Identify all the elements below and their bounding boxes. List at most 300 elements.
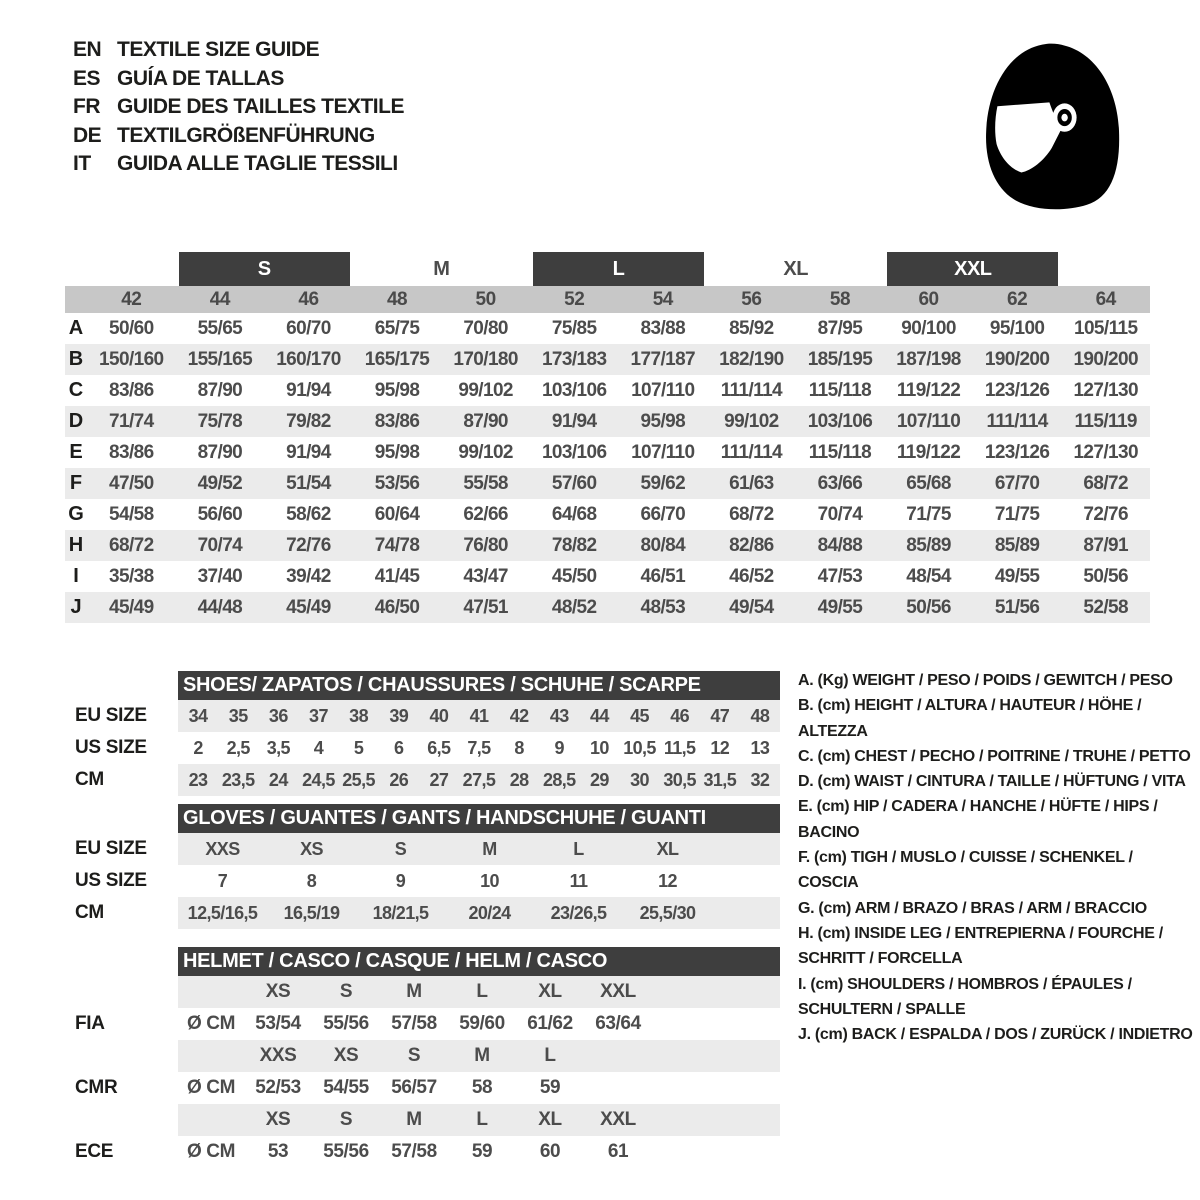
measurement-value: 187/198 (896, 348, 961, 370)
helmet-standard-label: ECE (75, 1141, 114, 1162)
measurement-value: 155/165 (187, 348, 253, 370)
measurement-value: 72/76 (1083, 503, 1128, 525)
shoes-size-value: 12 (710, 737, 730, 758)
shoes-row (65, 764, 780, 796)
measurement-value: 84/88 (817, 534, 863, 556)
language-title-list (73, 36, 404, 179)
measurement-value: 45/49 (286, 596, 331, 618)
gloves-row (65, 833, 780, 865)
size-number: 54 (652, 288, 673, 310)
shoes-size-value: 25,5 (342, 769, 375, 790)
shoes-row-label: US SIZE (75, 737, 147, 758)
measurement-value: 49/55 (817, 596, 863, 618)
helmet-size-value: 59/60 (459, 1013, 505, 1034)
shoes-size-value: 36 (268, 705, 288, 726)
measurement-value: 74/78 (374, 534, 420, 556)
measurement-value: 71/75 (906, 503, 951, 525)
helmet-size-value: 57/58 (391, 1013, 437, 1034)
racing-helmet-icon (975, 38, 1135, 218)
gloves-size-value: M (482, 838, 497, 859)
measurement-row (65, 313, 1150, 344)
gloves-row (65, 897, 780, 929)
size-number: 48 (386, 288, 408, 310)
measurement-value: 70/74 (197, 534, 243, 556)
shoes-size-value: 5 (353, 737, 364, 758)
measurement-value: 95/98 (374, 441, 420, 463)
shoes-row-label: CM (75, 769, 104, 790)
measurement-value: 190/200 (984, 348, 1050, 370)
shoes-size-value: 29 (589, 769, 609, 790)
measurement-value: 51/56 (994, 596, 1040, 618)
language-title-label: GUIDA ALLE TAGLIE TESSILI (117, 152, 398, 176)
measurement-value: 87/91 (1083, 534, 1128, 556)
helmet-size-value: 57/58 (391, 1141, 437, 1162)
measurement-value: 119/122 (896, 379, 961, 401)
measurement-value: 83/86 (374, 410, 420, 432)
measurement-value: 60/64 (374, 503, 420, 525)
helmet-size-header-spacer (65, 976, 178, 1008)
measurement-value: 47/53 (817, 565, 863, 587)
measurement-value: 103/106 (541, 379, 607, 401)
measurement-value: 71/74 (109, 410, 154, 432)
measurement-value: 160/170 (276, 348, 341, 370)
measurement-value: 127/130 (1073, 379, 1138, 401)
gloves-size-value: 18/21,5 (372, 902, 429, 923)
shoes-size-value: 2,5 (226, 737, 250, 758)
helmet-size-label: L (476, 981, 488, 1002)
helmet-size-header-values (178, 1104, 780, 1136)
measurement-row-label: J (70, 596, 82, 618)
helmet-size-value: 59 (471, 1141, 493, 1162)
measurement-value: 83/86 (109, 379, 154, 401)
helmet-standard-label: FIA (75, 1013, 105, 1034)
helmet-size-label: XXL (600, 981, 636, 1002)
measurement-value: 47/50 (109, 472, 154, 494)
measurement-value: 95/100 (989, 317, 1045, 339)
measurement-row-label: C (68, 379, 84, 401)
measurement-value: 127/130 (1073, 441, 1138, 463)
size-number: 44 (209, 288, 230, 310)
language-code: DE (73, 123, 102, 147)
helmet-size-value: 58 (471, 1077, 493, 1098)
shoes-row-values (178, 732, 780, 764)
gloves-table-title-bar (178, 804, 780, 833)
measurement-row (65, 344, 1150, 375)
measurement-value: 99/102 (724, 410, 779, 432)
measurement-value: 68/72 (729, 503, 774, 525)
measurement-row-label: E (69, 441, 83, 463)
shoes-size-value: 10 (589, 737, 609, 758)
measurement-value: 85/89 (994, 534, 1040, 556)
helmet-size-label: M (406, 981, 422, 1002)
helmet-size-header-row (65, 976, 780, 1008)
measurement-value: 56/60 (197, 503, 243, 525)
language-title-label: GUIDE DES TAILLES TEXTILE (117, 95, 404, 119)
measurement-value: 63/66 (817, 472, 863, 494)
measurement-value: 80/84 (640, 534, 686, 556)
shoes-table-title-bar (178, 671, 780, 700)
helmet-size-table (65, 947, 780, 1168)
shoes-size-value: 41 (469, 705, 489, 726)
shoes-size-value: 13 (750, 737, 770, 758)
measurement-value: 60/70 (286, 317, 331, 339)
measurement-value: 87/95 (817, 317, 863, 339)
gloves-size-value: S (394, 838, 407, 859)
measurement-value: 115/118 (808, 379, 872, 401)
shoes-row (65, 732, 780, 764)
legend-item: A. (Kg) WEIGHT / PESO / POIDS / GEWITCH / PESO (798, 672, 1173, 689)
textile-size-table (65, 252, 1150, 623)
measurement-value: 46/50 (374, 596, 420, 618)
measurement-value: 76/80 (463, 534, 508, 556)
measurement-value: 115/119 (1074, 410, 1137, 432)
language-title-label: TEXTILE SIZE GUIDE (117, 38, 320, 62)
measurement-value: 85/89 (906, 534, 951, 556)
gloves-row (65, 865, 780, 897)
measurement-value: 71/75 (994, 503, 1040, 525)
gloves-size-value: 12,5/16,5 (187, 902, 258, 923)
measurement-value: 95/98 (374, 379, 420, 401)
helmet-standard-label: CMR (75, 1077, 118, 1098)
shoes-size-value: 7,5 (467, 737, 491, 758)
shoes-size-value: 37 (309, 705, 328, 726)
shoes-row (65, 700, 780, 732)
helmet-size-value: 52/53 (255, 1077, 301, 1098)
measurement-legend (798, 668, 1196, 1047)
measurement-value: 103/106 (807, 410, 873, 432)
measurement-value: 41/45 (374, 565, 420, 587)
gloves-size-value: 10 (480, 870, 499, 891)
measurement-value: 68/72 (109, 534, 154, 556)
helmet-size-header-spacer (65, 1104, 178, 1136)
shoes-size-value: 28 (509, 769, 529, 790)
language-code: ES (73, 66, 101, 90)
shoes-size-value: 26 (389, 769, 409, 790)
measurement-value: 48/54 (906, 565, 951, 587)
measurement-row-label: B (68, 348, 84, 370)
shoes-size-value: 23 (188, 769, 208, 790)
helmet-size-value: 56/57 (391, 1077, 437, 1098)
shoes-size-value: 24 (268, 769, 288, 790)
measurement-row-label: H (68, 534, 84, 556)
size-band-row (65, 252, 1150, 286)
size-number: 60 (918, 288, 939, 310)
helmet-size-label: XL (538, 1109, 562, 1130)
helmet-size-label: XS (265, 981, 291, 1002)
measurement-value: 68/72 (1083, 472, 1128, 494)
shoes-size-value: 35 (228, 705, 248, 726)
helmet-size-label: L (476, 1109, 488, 1130)
measurement-value: 54/58 (109, 503, 154, 525)
shoes-size-value: 9 (554, 737, 564, 758)
measurement-value: 107/110 (631, 441, 695, 463)
helmet-size-header-row (65, 1104, 780, 1136)
measurement-value: 62/66 (463, 503, 508, 525)
measurement-value: 111/114 (720, 441, 783, 463)
measurement-value: 103/106 (541, 441, 607, 463)
shoes-size-value: 8 (514, 737, 524, 758)
gloves-row-values (178, 833, 780, 865)
legend-item: H. (cm) INSIDE LEG / ENTREPIERNA / FOURCHE / SCHRITT / FORCELLA (798, 924, 1163, 968)
shoes-row-values (178, 700, 780, 732)
size-number: 56 (741, 288, 762, 310)
gloves-size-value: 8 (306, 870, 317, 891)
measurement-value: 173/183 (541, 348, 607, 370)
gloves-size-value: 23/26,5 (550, 902, 607, 923)
helmet-size-label: XXS (259, 1045, 297, 1066)
helmet-size-label: XL (538, 981, 562, 1002)
measurement-value: 91/94 (286, 441, 331, 463)
language-title-row (73, 150, 404, 179)
measurement-value: 46/52 (729, 565, 774, 587)
measurement-row (65, 499, 1150, 530)
measurement-value: 78/82 (551, 534, 597, 556)
gloves-row-values (178, 865, 780, 897)
shoes-size-value: 45 (630, 705, 649, 726)
helmet-diameter-unit: Ø CM (186, 1077, 235, 1098)
size-band-xxl: XXL (887, 252, 1058, 286)
helmet-table-title-bar (178, 947, 780, 976)
measurement-value: 52/58 (1083, 596, 1128, 618)
helmet-size-label: M (406, 1109, 422, 1130)
language-title-row (73, 93, 404, 122)
helmet-standard-group (65, 1040, 780, 1104)
helmet-size-label: XS (265, 1109, 291, 1130)
measurement-value: 50/60 (109, 317, 154, 339)
measurement-value: 45/50 (551, 565, 597, 587)
measurement-row (65, 406, 1150, 437)
measurement-row (65, 530, 1150, 561)
helmet-diameter-unit: Ø CM (186, 1141, 235, 1162)
size-band-xl: XL (783, 257, 808, 280)
legend-item: I. (cm) SHOULDERS / HOMBROS / ÉPAULES / SCHULTERN / SPALLE (798, 975, 1132, 1018)
measurement-value: 49/54 (729, 596, 774, 618)
measurement-row (65, 437, 1150, 468)
measurement-row (65, 375, 1150, 406)
gloves-size-value: 16,5/19 (283, 902, 340, 923)
helmet-size-label: S (339, 1109, 353, 1130)
measurement-value: 99/102 (458, 379, 513, 401)
gloves-size-value: 7 (217, 870, 228, 891)
measurement-row (65, 468, 1150, 499)
helmet-standard-row (65, 1008, 780, 1040)
measurement-value: 91/94 (286, 379, 331, 401)
measurement-value: 61/63 (729, 472, 774, 494)
measurement-value: 95/98 (640, 410, 686, 432)
measurement-value: 182/190 (719, 348, 784, 370)
gloves-table-title: GLOVES / GUANTES / GANTS / HANDSCHUHE / GUANTI (183, 807, 706, 829)
measurement-value: 70/80 (463, 317, 508, 339)
gloves-size-value: 20/24 (468, 902, 511, 923)
helmet-size-value: 53 (267, 1141, 289, 1162)
shoes-size-value: 24,5 (302, 769, 335, 790)
shoes-size-value: 27,5 (462, 769, 496, 790)
legend-item: B. (cm) HEIGHT / ALTURA / HAUTEUR / HÖHE / ALTEZZA (798, 697, 1142, 740)
shoes-size-value: 2 (193, 737, 203, 758)
measurement-value: 111/114 (720, 379, 783, 401)
language-title-label: TEXTILGRÖßENFÜHRUNG (117, 123, 375, 147)
helmet-size-header-row (65, 1040, 780, 1072)
helmet-standard-groups (65, 976, 780, 1168)
size-band-m: M (433, 257, 450, 280)
measurement-value: 85/92 (729, 317, 774, 339)
helmet-size-value: 55/56 (323, 1013, 369, 1034)
shoes-size-value: 3,5 (266, 737, 290, 758)
measurement-value: 123/126 (984, 441, 1050, 463)
gloves-size-table (65, 804, 780, 929)
measurement-value: 48/53 (640, 596, 686, 618)
measurement-value: 87/90 (463, 410, 508, 432)
measurement-value: 115/118 (808, 441, 872, 463)
measurement-value: 65/75 (374, 317, 420, 339)
legend-item: G. (cm) ARM / BRAZO / BRAS / ARM / BRACCIO (798, 899, 1147, 917)
measurement-value: 190/200 (1073, 348, 1138, 370)
measurement-value: 49/52 (197, 472, 243, 494)
measurement-value: 47/51 (463, 596, 508, 618)
language-code: FR (73, 95, 100, 119)
measurement-value: 66/70 (640, 503, 686, 525)
shoes-size-value: 27 (429, 769, 449, 790)
helmet-standard-values (178, 1136, 780, 1168)
helmet-size-value: 53/54 (255, 1013, 301, 1034)
measurement-value: 83/88 (640, 317, 686, 339)
measurement-row-label: A (68, 317, 84, 339)
measurement-value: 46/51 (640, 565, 686, 587)
measurement-value: 165/175 (364, 348, 430, 370)
helmet-size-value: 61 (607, 1141, 629, 1162)
legend-item: D. (cm) WAIST / CINTURA / TAILLE / HÜFTUNG / VITA (798, 773, 1186, 791)
helmet-size-value: 63/64 (595, 1013, 641, 1034)
measurement-row-label: D (68, 410, 84, 432)
shoes-size-value: 4 (313, 737, 324, 758)
helmet-size-header-spacer (65, 1040, 178, 1072)
measurement-rows (65, 313, 1150, 623)
shoes-size-value: 43 (549, 705, 569, 726)
helmet-standard-row (65, 1072, 780, 1104)
shoes-size-value: 46 (670, 705, 690, 726)
measurement-value: 90/100 (901, 317, 956, 339)
shoes-size-value: 23,5 (221, 769, 255, 790)
measurement-value: 107/110 (631, 379, 695, 401)
measurement-value: 51/54 (286, 472, 331, 494)
gloves-size-value: 25,5/30 (639, 902, 696, 923)
measurement-value: 123/126 (984, 379, 1050, 401)
size-number: 50 (475, 288, 496, 310)
shoes-row-label: EU SIZE (75, 705, 147, 726)
measurement-row (65, 561, 1150, 592)
measurement-value: 72/76 (286, 534, 331, 556)
size-number: 52 (564, 288, 585, 310)
gloves-row-values (178, 897, 780, 929)
shoes-size-table (65, 671, 780, 796)
measurement-value: 64/68 (551, 503, 597, 525)
measurement-value: 185/195 (807, 348, 873, 370)
measurement-value: 119/122 (896, 441, 961, 463)
legend-item: C. (cm) CHEST / PECHO / POITRINE / TRUHE / PETTO (798, 747, 1191, 765)
measurement-row-label: F (69, 472, 83, 494)
measurement-value: 105/115 (1073, 317, 1138, 339)
language-code: EN (73, 38, 102, 62)
shoes-size-value: 48 (750, 705, 770, 726)
shoes-size-value: 31,5 (703, 769, 737, 790)
measurement-value: 48/52 (551, 596, 597, 618)
shoes-size-value: 28,5 (542, 769, 576, 790)
helmet-standard-values (178, 1008, 780, 1040)
shoes-rows (65, 700, 780, 796)
gloves-row-label: CM (75, 902, 104, 923)
helmet-size-header-values (178, 976, 780, 1008)
language-title-row (73, 36, 404, 65)
measurement-value: 58/62 (286, 503, 331, 525)
shoes-size-value: 38 (349, 705, 368, 726)
measurement-value: 59/62 (640, 472, 686, 494)
helmet-standard-row (65, 1136, 780, 1168)
size-band-s: S (179, 252, 350, 286)
helmet-standard-group (65, 1104, 780, 1168)
size-number: 64 (1095, 288, 1116, 310)
shoes-row-values (178, 764, 780, 796)
measurement-value: 57/60 (551, 472, 597, 494)
measurement-row (65, 592, 1150, 623)
measurement-value: 107/110 (896, 410, 961, 432)
helmet-size-label: S (339, 981, 353, 1002)
helmet-size-header-values (178, 1040, 780, 1072)
measurement-value: 87/90 (197, 379, 243, 401)
language-title-label: GUÍA DE TALLAS (117, 66, 284, 90)
measurement-value: 177/187 (630, 348, 696, 370)
shoes-size-value: 30 (630, 769, 649, 790)
helmet-size-value: 61/62 (527, 1013, 573, 1034)
gloves-size-value: 12 (658, 870, 677, 891)
measurement-row-label: G (68, 503, 84, 525)
helmet-size-value: 60 (539, 1141, 561, 1162)
measurement-value: 82/86 (729, 534, 774, 556)
measurement-value: 99/102 (458, 441, 513, 463)
gloves-size-value: L (573, 838, 584, 859)
legend-item: E. (cm) HIP / CADERA / HANCHE / HÜFTE / HIPS / BACINO (798, 798, 1158, 841)
size-number: 58 (829, 288, 851, 310)
measurement-value: 111/114 (986, 410, 1048, 432)
language-title-row (73, 122, 404, 151)
shoes-size-value: 44 (589, 705, 609, 726)
shoes-size-value: 32 (750, 769, 770, 790)
measurement-value: 170/180 (453, 348, 518, 370)
helmet-standard-group (65, 976, 780, 1040)
helmet-size-value: 54/55 (323, 1077, 369, 1098)
helmet-diameter-unit: Ø CM (186, 1013, 235, 1034)
measurement-value: 49/55 (994, 565, 1040, 587)
gloves-size-value: XXS (205, 838, 240, 859)
legend-item: F. (cm) TIGH / MUSLO / CUISSE / SCHENKEL / COSCIA (798, 849, 1133, 892)
size-number-header-row (65, 286, 1150, 313)
size-band-l: L (533, 252, 704, 286)
helmet-size-label: M (474, 1045, 490, 1066)
measurement-value: 50/56 (1083, 565, 1128, 587)
measurement-value: 37/40 (197, 565, 243, 587)
gloves-size-value: XL (656, 838, 679, 859)
gloves-row-label: EU SIZE (75, 838, 147, 859)
helmet-size-label: XS (333, 1045, 359, 1066)
gloves-row-label: US SIZE (75, 870, 147, 891)
measurement-value: 50/56 (906, 596, 951, 618)
measurement-value: 67/70 (994, 472, 1040, 494)
shoes-size-value: 42 (509, 705, 529, 726)
shoes-size-value: 10,5 (623, 737, 656, 758)
measurement-value: 45/49 (109, 596, 154, 618)
helmet-table-title: HELMET / CASCO / CASQUE / HELM / CASCO (183, 950, 608, 972)
shoes-size-value: 6,5 (427, 737, 451, 758)
measurement-value: 75/78 (197, 410, 243, 432)
